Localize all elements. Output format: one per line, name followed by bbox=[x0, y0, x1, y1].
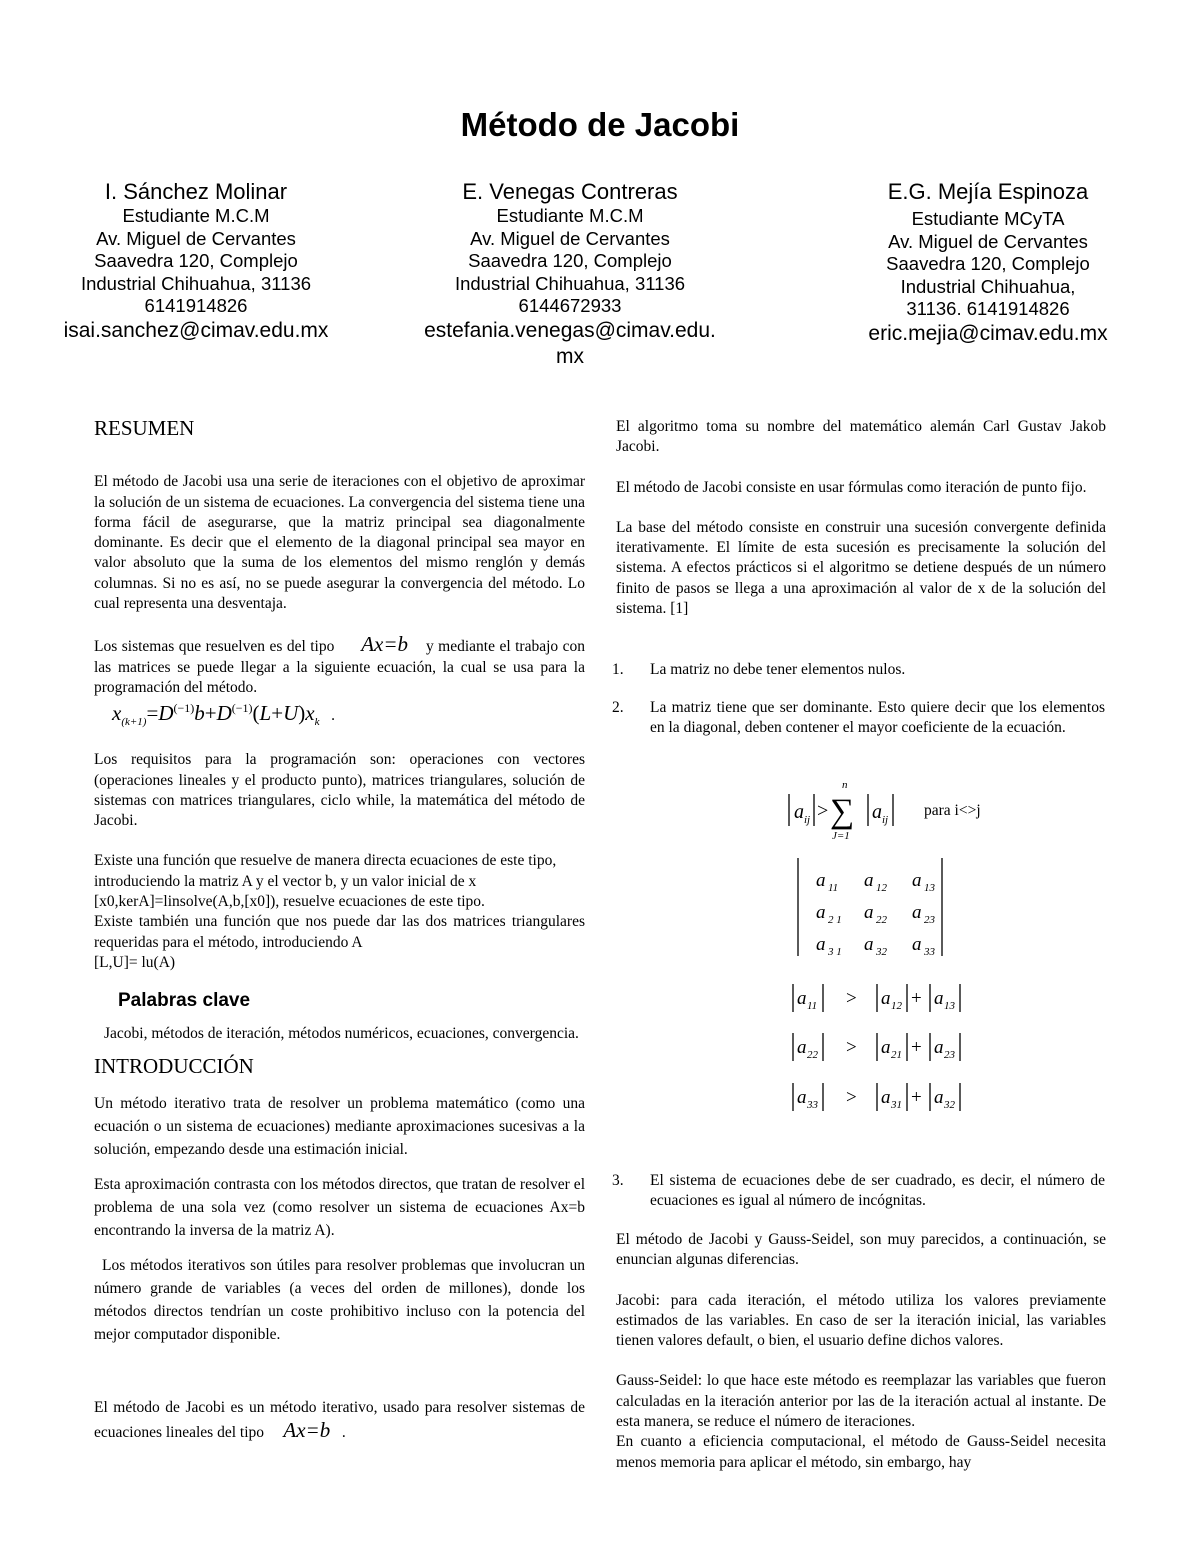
paragraph: El método de Jacobi consiste en usar fórmulas como iteración de punto fijo. bbox=[616, 478, 1087, 496]
author-role: Estudiante M.C.M bbox=[122, 205, 270, 226]
paragraph-text: Los sistemas que resuelven es del tipo bbox=[94, 638, 335, 656]
author-phone: 31136. 6141914826 bbox=[906, 298, 1070, 319]
list-item bbox=[612, 1171, 1105, 1212]
svg-text:21: 21 bbox=[891, 1049, 902, 1061]
equation-term: U bbox=[283, 701, 299, 726]
svg-text:a: a bbox=[864, 934, 874, 955]
condition-text: para i<>j bbox=[924, 802, 981, 819]
paragraph-text: El método de Jacobi es un método iterativo, usado para resolver sistemas de ecuaciones lineales del tipo bbox=[94, 1399, 585, 1442]
list-text: La matriz no debe tener elementos nulos. bbox=[650, 661, 906, 678]
svg-text:33: 33 bbox=[924, 946, 935, 958]
svg-text:32: 32 bbox=[944, 1099, 955, 1111]
requirements-paragraph: Los requisitos para la programación son: operaciones con vectores (operaciones lineales y el producto punto), matrices triangulares, solución de sistemas con matrices triangulares, ciclo while, la matemática del método de Jacobi. bbox=[94, 751, 585, 830]
intro-paragraph: Esta aproximación contrasta con los métodos directos, que tratan de resolver el problema de una sola vez (como resolver un sistema de ecuaciones Ax=b encontrando la inversa de la matriz A). bbox=[94, 1176, 585, 1240]
paragraph: El método de Jacobi y Gauss-Seidel, son muy parecidos, a continuación, se enuncian algunas diferencias. bbox=[616, 1231, 1106, 1269]
list-number: 2. bbox=[612, 699, 624, 716]
svg-text:13: 13 bbox=[924, 882, 935, 894]
svg-text:2 1: 2 1 bbox=[828, 914, 842, 926]
author-block-1 bbox=[46, 178, 346, 344]
author-address: Saavedra 120, Complejo bbox=[468, 250, 672, 271]
author-address: Av. Miguel de Cervantes bbox=[888, 230, 1088, 252]
author-address: Industrial Chihuahua, bbox=[900, 275, 1076, 297]
svg-text:a: a bbox=[912, 902, 922, 923]
svg-text:a: a bbox=[881, 988, 891, 1009]
author-block-2 bbox=[420, 178, 720, 370]
svg-text:a: a bbox=[794, 801, 804, 823]
list-number: 3. bbox=[612, 1172, 624, 1189]
author-name: E. Venegas Contreras bbox=[462, 179, 678, 204]
author-phone: 6141914826 bbox=[144, 295, 248, 316]
author-name: E.G. Mejía Espinoza bbox=[887, 179, 1089, 204]
svg-text:32: 32 bbox=[876, 946, 887, 958]
svg-text:∑: ∑ bbox=[830, 793, 855, 830]
author-address: Saavedra 120, Complejo bbox=[94, 250, 298, 271]
svg-text:a: a bbox=[934, 988, 944, 1009]
svg-text:a: a bbox=[816, 902, 826, 923]
sum-inequality bbox=[786, 782, 936, 842]
svg-text:a: a bbox=[934, 1087, 944, 1108]
svg-text:a: a bbox=[912, 934, 922, 955]
equation-term: L bbox=[259, 701, 272, 726]
author-address: Industrial Chihuahua, 31136 bbox=[454, 272, 686, 294]
author-address: Industrial Chihuahua, 31136 bbox=[80, 272, 312, 294]
keywords-heading: Palabras clave bbox=[118, 990, 251, 1012]
author-address: Av. Miguel de Cervantes bbox=[470, 227, 670, 249]
keywords-text: Jacobi, métodos de iteración, métodos numéricos, ecuaciones, convergencia. bbox=[104, 1024, 579, 1042]
svg-text:J=1: J=1 bbox=[832, 830, 850, 842]
paragraph: Gauss-Seidel: lo que hace este método es reemplazar las variables que fueron calculadas en la iteración anterior por las de la iteración actual al instante. De esta manera, se reduce el número de iteraciones. bbox=[616, 1372, 1106, 1431]
svg-text:11: 11 bbox=[828, 882, 839, 894]
equation-axb: Ax=b bbox=[283, 1418, 331, 1443]
svg-text:>: > bbox=[817, 800, 829, 822]
lu-paragraph: Existe también una función que nos puede dar las dos matrices triangulares requeridas para el método, introduciendo A bbox=[94, 913, 585, 951]
jacobi-equation: $x_{(k+1)}=D^{(-1)}b+D^{(-1)}(L+U)x_k$ . bbox=[112, 701, 335, 729]
svg-text:ij: ij bbox=[804, 814, 811, 826]
linsolve-paragraph: Existe una función que resuelve de manera directa ecuaciones de este tipo, introduciendo la matriz A y el vector b, y un valor inicial de x bbox=[94, 852, 557, 890]
equation-term: $D^{(-1)}b$ bbox=[158, 701, 205, 726]
dominance-formula bbox=[786, 782, 1116, 842]
svg-text:12: 12 bbox=[876, 882, 887, 894]
paragraph: El algoritmo toma su nombre del matemático alemán Carl Gustav Jakob Jacobi. bbox=[616, 418, 1106, 456]
svg-text:11: 11 bbox=[807, 1000, 818, 1012]
svg-text:23: 23 bbox=[924, 914, 935, 926]
list-item bbox=[612, 660, 1105, 680]
list-text: La matriz tiene que ser dominante. Esto quiere decir que los elementos en la diagonal, deben contener el mayor coeficiente de la ecuación. bbox=[650, 699, 1105, 737]
equation-term: $x_k$ bbox=[305, 701, 320, 729]
coefficient-matrix bbox=[790, 856, 950, 960]
svg-text:+: + bbox=[911, 1087, 922, 1108]
list-number: 1. bbox=[612, 661, 624, 678]
paragraph: Jacobi: para cada iteración, el método utiliza los valores previamente estimados de las variables. En caso de ser la iteración inicial, las variables tienen valores default, o bien, el usuario define dichos valores. bbox=[616, 1291, 1106, 1350]
svg-text:3 1: 3 1 bbox=[828, 946, 842, 958]
svg-text:a: a bbox=[797, 1087, 807, 1108]
linsolve-code: [x0,kerA]=linsolve(A,b,[x0]), resuelve ecuaciones de este tipo. bbox=[94, 893, 485, 911]
author-email: isai.sanchez@cimav.edu.mx bbox=[63, 318, 329, 342]
paragraph-text: y mediante el trabajo con las matrices se puede llegar a la siguiente ecuación, la cual se usa para la programación del método. bbox=[94, 638, 586, 696]
svg-text:a: a bbox=[912, 870, 922, 891]
right-column-top bbox=[616, 417, 1106, 619]
svg-text:>: > bbox=[846, 988, 857, 1009]
svg-text:22: 22 bbox=[876, 914, 887, 926]
svg-text:13: 13 bbox=[944, 1000, 955, 1012]
svg-text:>: > bbox=[846, 1037, 857, 1058]
svg-text:n: n bbox=[842, 782, 848, 791]
svg-text:33: 33 bbox=[807, 1099, 818, 1111]
author-role: Estudiante MCyTA bbox=[911, 208, 1065, 229]
svg-text:31: 31 bbox=[891, 1099, 902, 1111]
author-phone: 6144672933 bbox=[518, 295, 622, 316]
author-email-cont: mx bbox=[556, 344, 584, 368]
svg-text:a: a bbox=[816, 870, 826, 891]
intro-paragraph: Los métodos iterativos son útiles para resolver problemas que involucran un número grande de variables (a veces del orden de millones), donde los métodos directos tendrían un coste prohibitivo incluso con la potencia del mejor computador disponible. bbox=[94, 1257, 585, 1344]
svg-text:a: a bbox=[864, 902, 874, 923]
section-heading-resumen: RESUMEN bbox=[94, 416, 195, 440]
author-name: I. Sánchez Molinar bbox=[104, 179, 288, 204]
paragraph: En cuanto a eficiencia computacional, el método de Gauss-Seidel necesita menos memoria para aplicar el método, sin embargo, hay bbox=[616, 1433, 1106, 1471]
author-email: eric.mejia@cimav.edu.mx bbox=[868, 321, 1108, 345]
svg-text:a: a bbox=[881, 1087, 891, 1108]
author-email: estefania.venegas@cimav.edu. bbox=[424, 318, 716, 342]
svg-text:+: + bbox=[911, 1037, 922, 1058]
svg-text:22: 22 bbox=[807, 1049, 818, 1061]
list-item bbox=[612, 698, 1105, 739]
paper-title: Método de Jacobi bbox=[460, 106, 740, 143]
svg-text:>: > bbox=[846, 1087, 857, 1108]
left-column bbox=[94, 418, 585, 1444]
svg-text:a: a bbox=[797, 988, 807, 1009]
svg-text:a: a bbox=[816, 934, 826, 955]
svg-text:+: + bbox=[911, 988, 922, 1009]
list-text: El sistema de ecuaciones debe de ser cuadrado, es decir, el número de ecuaciones es igual al número de incógnitas. bbox=[650, 1172, 1105, 1210]
svg-text:a: a bbox=[864, 870, 874, 891]
svg-text:a: a bbox=[872, 801, 882, 823]
svg-text:a: a bbox=[881, 1037, 891, 1058]
intro-paragraph bbox=[94, 1396, 585, 1444]
section-heading-introduccion: INTRODUCCIÓN bbox=[94, 1053, 254, 1078]
svg-text:12: 12 bbox=[891, 1000, 902, 1012]
author-address: Saavedra 120, Complejo bbox=[886, 253, 1090, 274]
author-address: Av. Miguel de Cervantes bbox=[96, 227, 296, 249]
row-inequalities bbox=[790, 982, 970, 1118]
author-block-3 bbox=[838, 178, 1138, 347]
svg-text:a: a bbox=[797, 1037, 807, 1058]
abstract-paragraph: El método de Jacobi usa una serie de iteraciones con el objetivo de aproximar la solución de un sistema de ecuaciones. La convergencia del sistema tiene una forma fácil de asegurarse, que la matriz principal sea diagonalmente dominante. Es decir que el elemento de la diagonal principal sea mayor en valor absoluto que la suma de los elementos del mismo renglón y demás columnas. Si no es así, no se puede asegurar la convergencia del método. Lo cual representa una desventaja. bbox=[94, 473, 585, 613]
paragraph: La base del método consiste en construir una sucesión convergente definida iterativamente. El límite de esta sucesión es precisamente la solución del sistema. A efectos prácticos si el algoritmo se detiene después de un número finito de pasos se llega a una aproximación al valor de x de la solución del sistema. [1] bbox=[616, 518, 1106, 618]
paragraph-system-type bbox=[94, 634, 585, 698]
lu-code: [L,U]= lu(A) bbox=[94, 953, 176, 971]
equation-axb: Ax=b bbox=[361, 632, 409, 657]
svg-text:a: a bbox=[934, 1037, 944, 1058]
right-column-bottom bbox=[616, 1230, 1106, 1473]
author-role: Estudiante M.C.M bbox=[496, 205, 644, 226]
punctuation: . bbox=[341, 1424, 346, 1442]
svg-text:23: 23 bbox=[944, 1049, 955, 1061]
intro-paragraph: Un método iterativo trata de resolver un problema matemático (como una ecuación o un sistema de ecuaciones) mediante aproximaciones sucesivas a la solución, empezando desde una estimación inicial. bbox=[94, 1095, 585, 1159]
equation-term: $D^{(-1)}$ bbox=[216, 701, 253, 726]
equation-term: $x_{(k+1)}$ bbox=[112, 701, 147, 729]
svg-text:ij: ij bbox=[882, 814, 889, 826]
